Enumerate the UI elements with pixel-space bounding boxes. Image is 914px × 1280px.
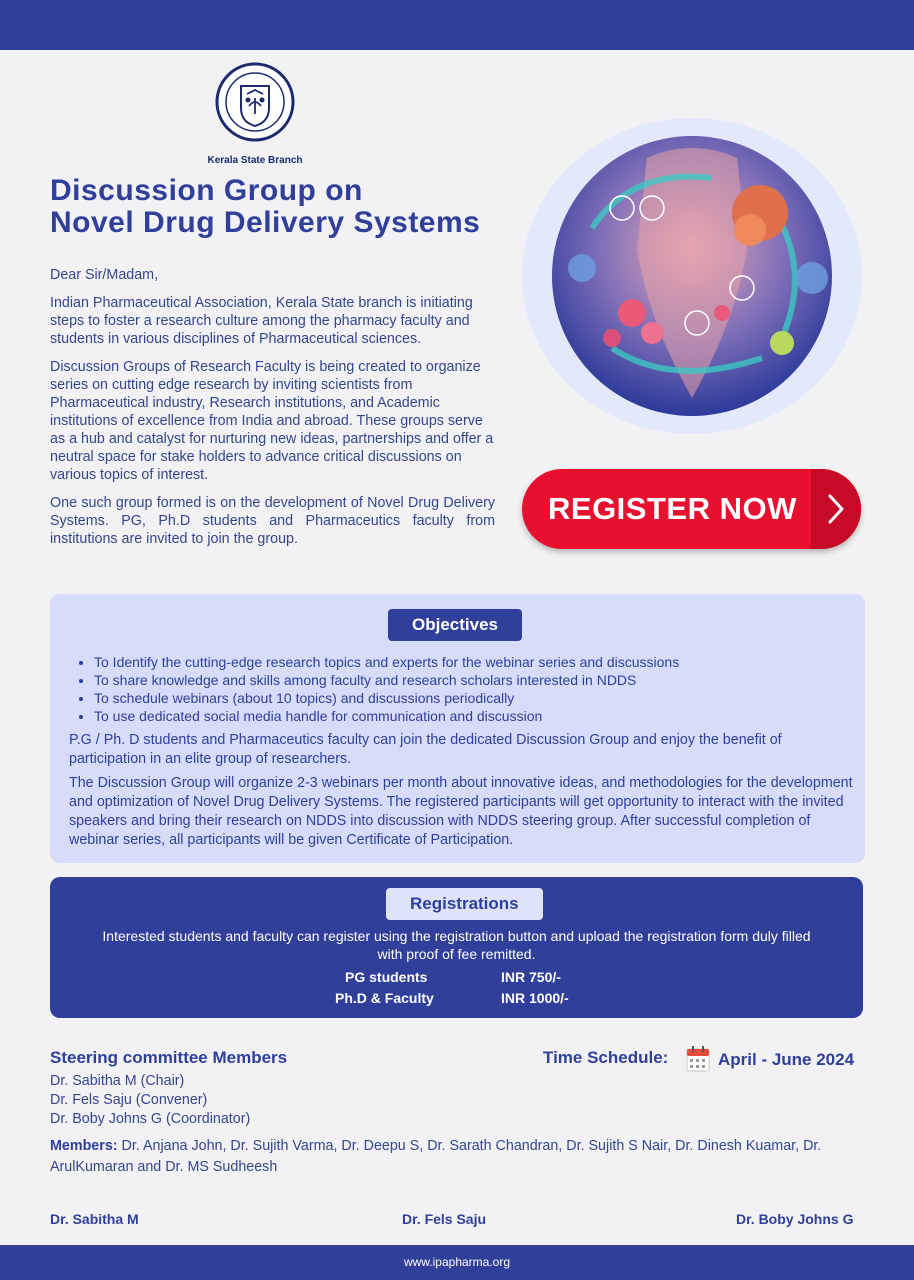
signatory-3: Dr. Boby Johns G [736, 1211, 854, 1227]
chevron-right-icon [811, 469, 861, 549]
registrations-panel [50, 877, 863, 1018]
drug-delivery-illustration [522, 118, 862, 434]
fee-amount: INR 1000/- [501, 990, 569, 1006]
steering-member: Dr. Fels Saju (Convener) [50, 1092, 208, 1108]
steering-member: Dr. Sabitha M (Chair) [50, 1073, 185, 1089]
fee-category: PG students [345, 969, 428, 985]
registrations-text: Interested students and faculty can register using the registration button and upload the registration form duly filled with proof of fee remitted. [102, 928, 811, 962]
footer-url-link[interactable]: www.ipapharma.org [403, 1255, 511, 1269]
signatory-1: Dr. Sabitha M [50, 1211, 139, 1227]
objectives-panel [50, 594, 865, 863]
register-now-label: REGISTER NOW [548, 491, 797, 526]
members-names: Dr. Anjana John, Dr. Sujith Varma, Dr. Deepu S, Dr. Sarath Chandran, Dr. Sujith S Nair, Dr. Dinesh Kuamar, Dr. ArulKumaran and Dr. MS Sudheesh [50, 1138, 822, 1175]
greeting: Dear Sir/Madam, [50, 267, 159, 283]
intro-letter [50, 266, 495, 558]
calendar-icon [686, 1046, 710, 1072]
objective-item: • To share knowledge and skills among faculty and research scholars interested in NDDS [94, 671, 679, 689]
register-now-button[interactable] [522, 469, 861, 549]
fee-amount: INR 750/- [501, 969, 561, 985]
objectives-list [78, 653, 679, 725]
page-title [50, 175, 480, 239]
steering-committee-heading: Steering committee Members [50, 1048, 288, 1067]
footer-bar [0, 1245, 914, 1280]
signatory-2: Dr. Fels Saju [402, 1211, 487, 1227]
members-label: Members: [50, 1138, 118, 1154]
time-schedule-value: April - June 2024 [718, 1050, 855, 1069]
title-line-2: Novel Drug Delivery Systems [50, 206, 481, 239]
intro-paragraph-1: Indian Pharmaceutical Association, Kerala State branch is initiating steps to foster a research culture among the pharmacy faculty and students in various disciplines of Pharmaceutical sciences. [50, 295, 473, 347]
branch-label: Kerala State Branch [207, 155, 303, 166]
intro-paragraph-2: Discussion Groups of Research Faculty is being created to organize series on cutting edge research by inviting scientists from Pharmaceutical industry, Research institutions, and Academic institutions of excellence from India and abroad. These groups serve as a hub and catalyst for nurturing new ideas, partnerships and offer a neutral space for stake holders to advance critical discussions on various topics of interest. [50, 359, 494, 483]
objectives-paragraph-2: The Discussion Group will organize 2-3 webinars per month about innovative ideas, and methodologies for the development and optimization of Novel Drug Delivery Systems. The registered participants will get opportunity to interact with the invited speakers and bring their research on NDDS into discussion with NDDS steering group. After successful completion of webinar series, all participants will be given Certificate of Participation. [69, 775, 853, 848]
objective-item: • To use dedicated social media handle for communication and discussion [94, 707, 679, 725]
objective-item: • To Identify the cutting-edge research topics and experts for the webinar series and discussions [94, 653, 679, 671]
objectives-paragraph-1: P.G / Ph. D students and Pharmaceutics faculty can join the dedicated Discussion Group and enjoy the benefit of participation in an elite group of researchers. [69, 732, 782, 767]
top-banner [0, 0, 914, 50]
ipa-emblem-logo [215, 62, 295, 142]
steering-committee-list [50, 1072, 250, 1129]
registrations-heading: Registrations [386, 888, 543, 920]
fee-category: Ph.D & Faculty [335, 990, 434, 1006]
intro-paragraph-3: One such group formed is on the development of Novel Drug Delivery Systems. PG, Ph.D students and Pharmaceutics faculty from institutions are invited to join the group. [50, 495, 495, 547]
objective-item: • To schedule webinars (about 10 topics) and discussions periodically [94, 689, 679, 707]
objectives-heading: Objectives [388, 609, 522, 641]
members-list [50, 1136, 865, 1178]
steering-member: Dr. Boby Johns G (Coordinator) [50, 1111, 251, 1127]
time-schedule-label: Time Schedule: [543, 1048, 669, 1067]
title-line-1: Discussion Group on [50, 174, 363, 207]
